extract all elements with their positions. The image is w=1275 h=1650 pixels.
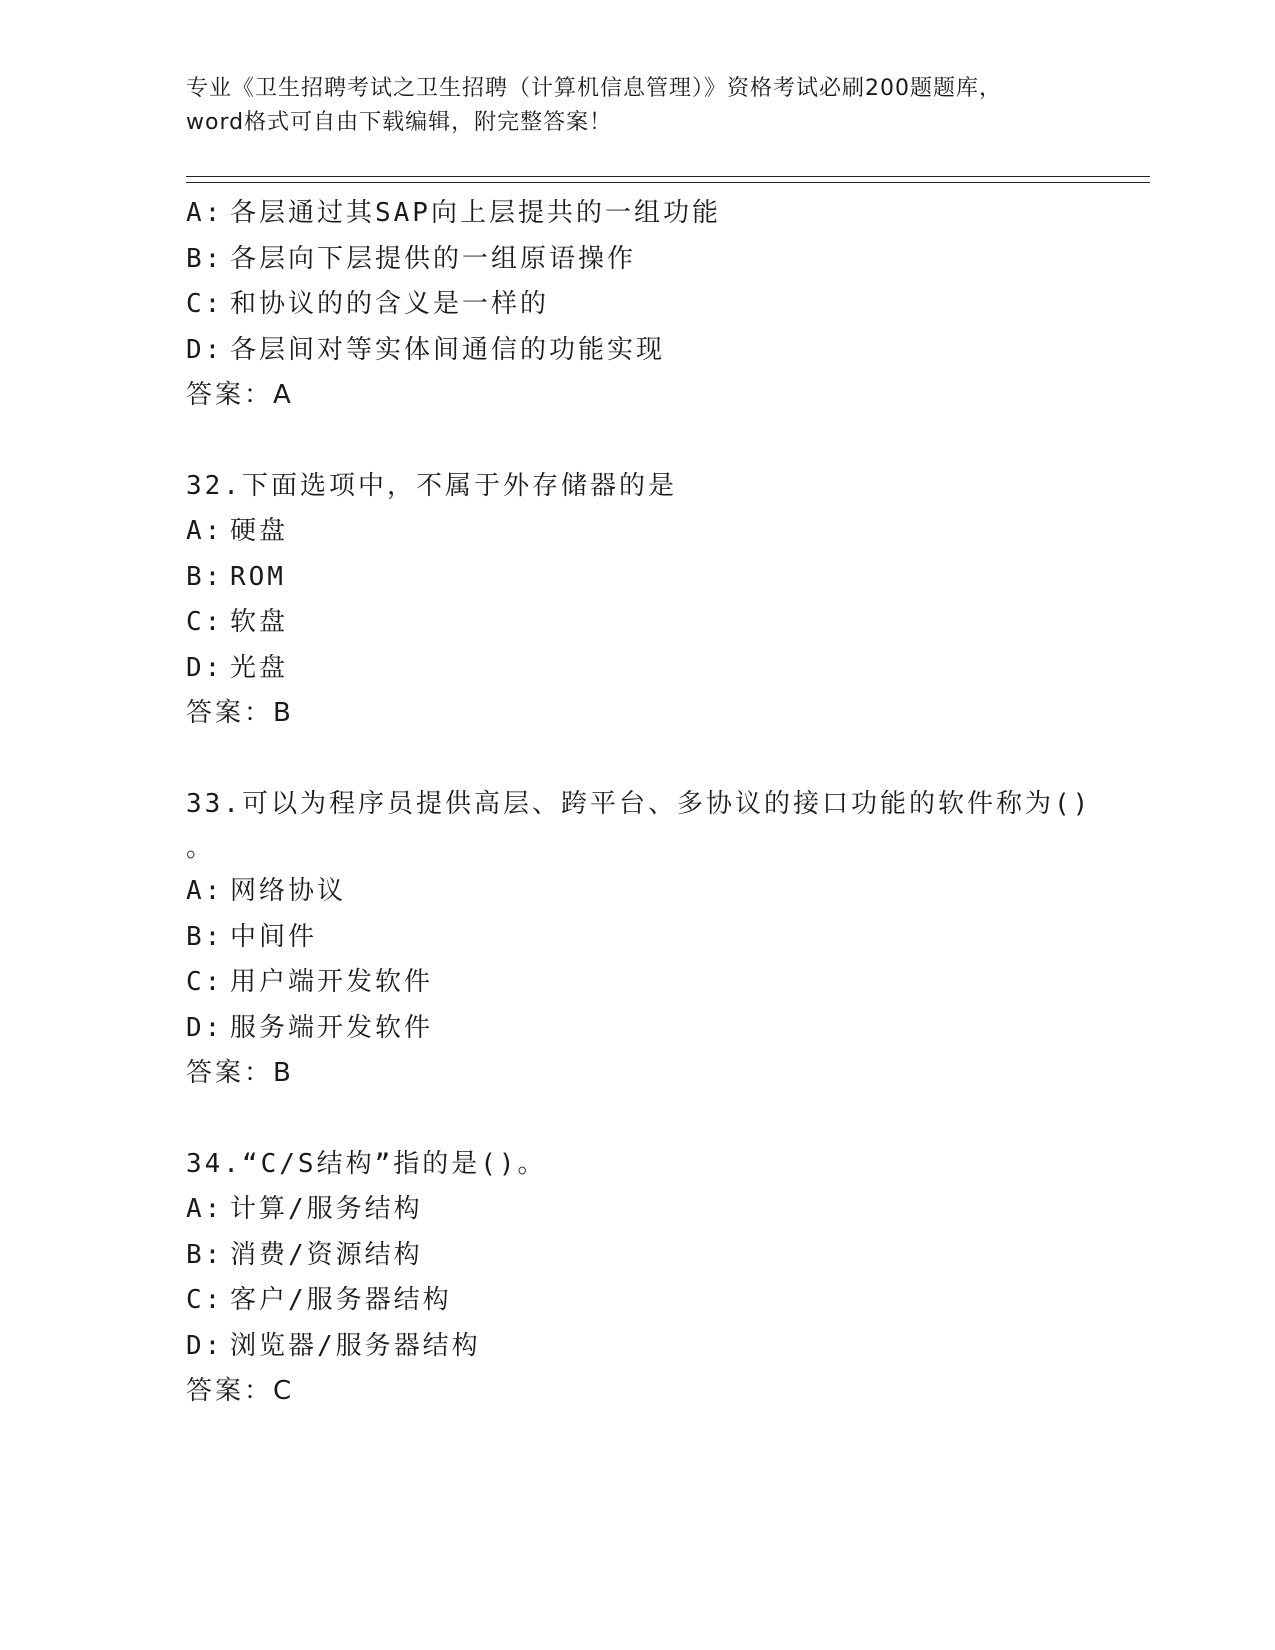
option-a — [186, 869, 1116, 915]
option-letter: A: — [186, 516, 224, 546]
option-text: ROM — [230, 561, 286, 592]
option-text: 浏览器/服务器结构 — [230, 1330, 481, 1361]
question-text-continuation: 。 — [186, 833, 213, 863]
answer-line: 答案：B — [186, 1058, 294, 1088]
option-letter: C: — [186, 1285, 224, 1315]
option-letter: D: — [186, 1012, 224, 1043]
option-text: 服务端开发软件 — [230, 1012, 434, 1043]
question-32 — [186, 464, 1116, 737]
option-d — [186, 646, 1116, 692]
option-text: 中间件 — [230, 921, 318, 952]
header-line-1: 专业《卫生招聘考试之卫生招聘（计算机信息管理）》资格考试必刷200题题库， — [186, 76, 1002, 101]
option-a — [186, 509, 1116, 555]
option-letter: B: — [186, 561, 224, 592]
option-letter: D: — [186, 334, 224, 365]
option-text: 和协议的的含义是一样的 — [230, 289, 550, 319]
option-letter: B: — [186, 243, 224, 274]
question-33 — [186, 782, 1116, 1097]
answer-line: 答案：C — [186, 1376, 295, 1406]
option-letter: A: — [186, 198, 224, 228]
option-text: 软盘 — [230, 607, 289, 637]
option-text: 计算/服务结构 — [230, 1194, 423, 1224]
option-c — [186, 1278, 1116, 1324]
option-d — [186, 1324, 1116, 1370]
option-c — [186, 600, 1116, 646]
option-letter: B: — [186, 921, 224, 952]
spacer — [186, 1097, 1116, 1142]
option-d — [186, 328, 1116, 374]
option-text: 光盘 — [230, 652, 289, 683]
option-letter: A: — [186, 1194, 224, 1224]
option-text: 硬盘 — [230, 516, 289, 546]
option-letter: C: — [186, 289, 224, 319]
option-b — [186, 1233, 1116, 1279]
option-text: 消费/资源结构 — [230, 1239, 423, 1270]
question-text: 34.“C/S结构”指的是()。 — [186, 1148, 547, 1179]
option-a — [186, 191, 1116, 237]
question-34 — [186, 1142, 1116, 1415]
answer-line: 答案：A — [186, 380, 294, 410]
option-a — [186, 1187, 1116, 1233]
option-text: 用户端开发软件 — [230, 967, 434, 997]
spacer — [186, 737, 1116, 782]
header-divider-bottom — [186, 182, 1150, 183]
option-letter: A: — [186, 876, 224, 906]
option-b — [186, 915, 1116, 961]
header-line-2: word格式可自由下载编辑，附完整答案！ — [186, 110, 613, 135]
option-text: 各层间对等实体间通信的功能实现 — [230, 334, 666, 365]
option-text: 网络协议 — [230, 876, 347, 906]
option-b — [186, 237, 1116, 283]
option-letter: B: — [186, 1239, 224, 1270]
spacer — [186, 419, 1116, 464]
option-d — [186, 1006, 1116, 1052]
answer-line: 答案：B — [186, 698, 294, 728]
question-text: 32.下面选项中，不属于外存储器的是 — [186, 470, 677, 501]
option-letter: C: — [186, 967, 224, 997]
option-letter: D: — [186, 1330, 224, 1361]
question-31 — [186, 191, 1116, 419]
option-letter: D: — [186, 652, 224, 683]
question-text: 33.可以为程序员提供高层、跨平台、多协议的接口功能的软件称为() — [186, 788, 1092, 819]
question-list — [186, 191, 1116, 1415]
option-b — [186, 555, 1116, 601]
option-letter: C: — [186, 607, 224, 637]
header-divider-top — [186, 176, 1150, 177]
option-text: 客户/服务器结构 — [230, 1285, 452, 1315]
option-text: 各层通过其SAP向上层提共的一组功能 — [230, 198, 721, 228]
option-c — [186, 282, 1116, 328]
option-text: 各层向下层提供的一组原语操作 — [230, 243, 637, 274]
document-header — [186, 72, 1086, 140]
option-c — [186, 960, 1116, 1006]
